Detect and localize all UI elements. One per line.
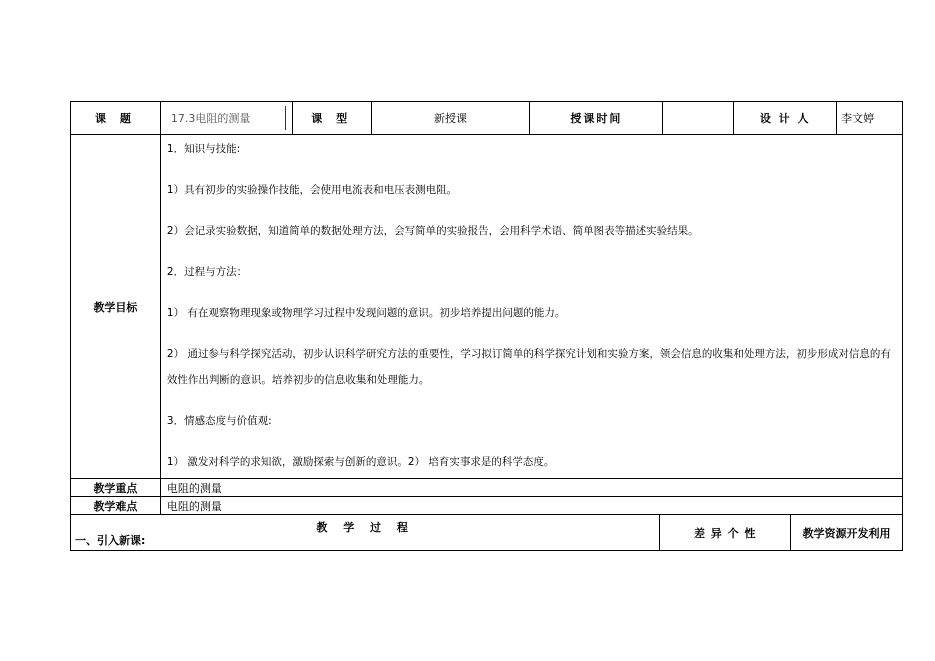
goal-line: 2．过程与方法： — [166, 266, 248, 278]
topic-value: 17.3电阻的测量 — [170, 112, 251, 125]
time-value — [663, 101, 734, 135]
difficult-point-label: 教学难点 — [71, 497, 161, 515]
topic-value-cell — [161, 101, 293, 135]
process-title: 教 学 过 程 — [316, 521, 414, 534]
difficult-point-row — [70, 497, 903, 515]
type-value: 新授课 — [372, 101, 531, 135]
goals-content — [161, 135, 903, 479]
goals-label: 教学目标 — [71, 135, 161, 479]
goals-row — [70, 135, 903, 479]
goal-line: 1） 激发对科学的求知欲，激励探索与创新的意识。2） 培育实事求是的科学态度。 — [166, 456, 555, 468]
difficult-point-value: 电阻的测量 — [161, 497, 903, 515]
key-point-row — [70, 479, 903, 497]
goal-line: 1） 有在观察物理现象或物理学习过程中发现问题的意识。初步培养提出问题的能力。 — [166, 307, 566, 319]
goal-line: 1）具有初步的实验操作技能，会使用电流表和电压表测电阻。 — [166, 184, 458, 196]
header-row — [70, 101, 903, 135]
process-row — [70, 515, 903, 551]
time-label: 授课时间 — [530, 101, 663, 135]
key-point-label: 教学重点 — [71, 479, 161, 497]
type-label: 课 型 — [293, 101, 372, 135]
goal-line: 2）会记录实验数据，知道简单的数据处理方法，会写简单的实验报告，会用科学术语、简单图表等描述实验结果。 — [166, 225, 699, 237]
resource-label: 教学资源开发利用 — [791, 515, 903, 551]
key-point-value: 电阻的测量 — [161, 479, 903, 497]
designer-value: 李文婷 — [837, 101, 903, 135]
topic-label: 课 题 — [71, 101, 161, 135]
goal-line: 1．知识与技能: — [166, 143, 241, 155]
text-cursor — [285, 106, 286, 130]
lesson-plan-table — [70, 101, 903, 551]
goal-line: 2） 通过参与科学探究活动，初步认识科学研究方法的重要性，学习拟订简单的科学探究计划和实验方案，领会信息的收集和处理方法，初步形成对信息的有效性作出判断的意识。培养初步的信息收集和处理能力。 — [166, 348, 891, 386]
process-cell — [71, 515, 660, 551]
difference-label: 差 异 个 性 — [660, 515, 791, 551]
designer-label: 设 计 人 — [734, 101, 837, 135]
goal-line: 3．情感态度与价值观: — [166, 415, 272, 427]
intro-heading: 一、引入新课: — [75, 534, 146, 547]
